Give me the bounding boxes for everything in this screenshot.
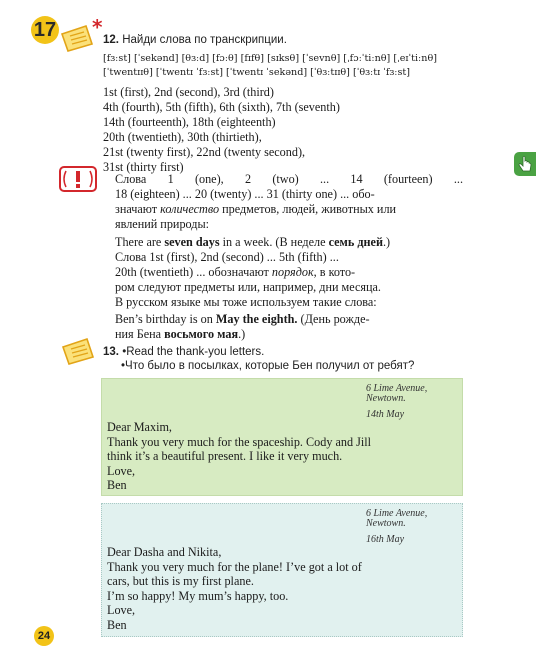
letter-line: cars, but this is my first plane. [107,574,254,588]
letter-date: 16th May [366,534,405,545]
task-12-number: 12. [103,34,119,46]
rule-text: Ben’s birthday is on [115,312,216,326]
letter-line: I’m so happy! My mum’s happy, too. [107,588,289,603]
letter-card [101,378,463,496]
rule-emphasis: порядок [271,265,314,279]
rule-word: (two) [272,172,299,186]
ordinal-line: 31st (thirty first) [103,160,184,174]
rule-text: in a week. (В неделе [219,235,329,249]
task-13-bullet: Что было в посылках, которые Бен получил от ребят? [125,360,415,372]
task-13-number: 13. [103,346,119,358]
bullet-icon: • [121,360,126,372]
transcription-block [103,52,463,80]
bullet-icon: • [122,346,127,358]
rule-text: 20th (twentieth) ... обозначают [115,265,272,279]
rule-line [115,202,463,217]
ordinal-line: 14th (fourteenth), 18th (eighteenth) [103,115,276,129]
rule-text: , в кото- [313,265,356,279]
ordinal-line: 1st (first), 2nd (second), 3rd (third) [103,85,274,99]
rule-line [115,172,463,187]
rule-bold: May the eighth. [215,312,298,326]
rule-line [115,327,463,342]
address-line: Newtown. [366,518,406,529]
rule-word: Слова [115,172,147,186]
rule-word: ... [320,172,330,186]
ordinal-line: 4th (fourth), 5th (fifth), 6th (sixth), 7th (seventh) [103,100,340,114]
rule-line: Слова 1st (first), 2nd (second) ... 5th (fifth) ... [115,250,339,264]
letter-card [101,503,463,637]
rule-line [115,265,463,280]
rule-line: явлений природы: [115,217,210,231]
rule-bold: seven days [164,235,220,249]
notebook-icon [61,337,95,365]
notebook-icon [60,24,94,52]
rule-word: 14 [350,172,363,186]
rule-line: ром следуют предметы или, например, дни месяца. [115,280,381,294]
rule-text: (День рожде- [297,312,370,326]
letter-body [107,420,459,493]
letter-address [366,384,427,420]
letter-date: 14th May [366,409,405,420]
letter-closing: Love, [107,463,136,478]
task-13-header [103,345,414,373]
letter-line: Thank you very much for the spaceship. Cody and Jill [107,434,372,449]
rule-text: .) [238,327,246,341]
unit-number-badge: 17 [31,16,59,44]
address-line: Newtown. [366,393,406,404]
page-number: 24 [34,626,54,646]
rule-emphasis: количество [160,202,220,216]
rule-word: (one), [194,172,224,186]
rule-example [115,235,463,250]
ordinals-list [103,85,340,175]
transcription-row: [ˈtwentɪɪθ] [ˈtwentɪ ˈfɜːst] [ˈtwentɪ ˈsekənd] [ˈθɜːtɪɪθ] [ˈθɜːtɪ ˈfɜːst] [103,67,411,78]
letter-closing: Love, [107,603,136,617]
rule-line: В русском языке мы тоже используем такие слова: [115,295,377,309]
rule-word: (fourteen) [383,172,433,186]
letter-body [107,545,459,632]
star-icon: * [92,15,103,39]
address-line: 6 Lime Avenue, [366,383,428,394]
rule-word: 1 [167,172,174,186]
attention-icon [58,165,98,193]
rule-text: ния Бена [115,327,165,341]
letter-signature: Ben [107,478,127,492]
address-line: 6 Lime Avenue, [366,508,428,519]
task-13-bullet: Read the thank-you letters. [126,346,265,358]
letter-greeting: Dear Dasha and Nikita, [107,545,222,559]
rule-bold: восьмого мая [164,327,239,341]
rule-bold: семь дней [328,235,383,249]
letter-greeting: Dear Maxim, [107,420,172,434]
letter-address [366,509,427,545]
ordinal-line: 21st (twenty first), 22nd (twenty second), [103,145,306,159]
rule-line: 18 (eighteen) ... 20 (twenty) ... 31 (thirty one) ... обо- [115,187,375,201]
rule-word: ... [453,172,463,186]
ordinal-line: 20th (twentieth), 30th (thirtieth), [103,130,262,144]
rule-text: предметов, людей, животных или [219,202,397,216]
transcription-row: [fɜːst] [ˈsekənd] [θɜːd] [fɔːθ] [fɪfθ] [sɪksθ] [ˈsevnθ] [ˌfɔːˈtiːnθ] [ˌeɪˈtiːnθ] [103,53,437,64]
rule-word: 2 [244,172,252,186]
hand-pointer-icon [514,152,536,176]
letter-line: Thank you very much for the plane! I’ve got a lot of [107,559,362,574]
rule-text: значают [115,202,161,216]
letter-line: think it’s a beautiful present. I like it very much. [107,449,343,463]
grammar-rule [115,172,463,342]
rule-text: There are [115,235,165,249]
rule-text: .) [382,235,391,249]
rule-example [115,312,463,327]
task-12-instruction: Найди слова по транскрипции. [122,34,287,46]
letter-signature: Ben [107,617,127,632]
task-12-header [103,34,287,46]
interactive-tab-button[interactable] [514,152,536,176]
